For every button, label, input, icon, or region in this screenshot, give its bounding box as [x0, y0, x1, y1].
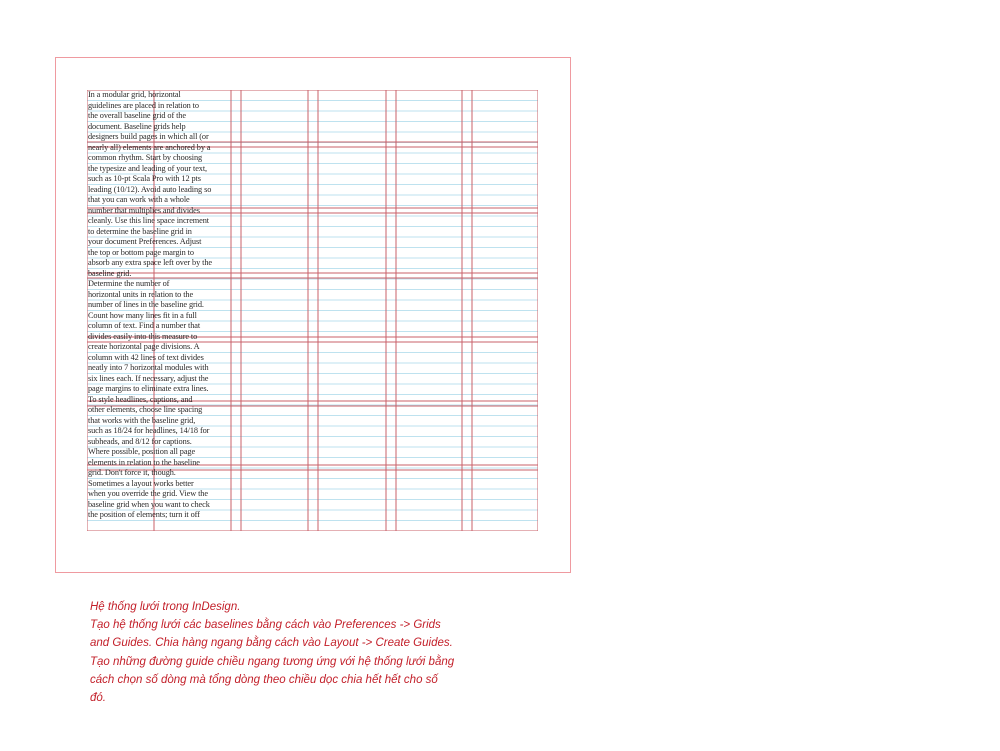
body-text-line: horizontal units in relation to the [88, 289, 194, 299]
body-text-line: column with 42 lines of text divides [88, 352, 204, 362]
body-text-line: such as 18/24 for headlines, 14/18 for [88, 426, 210, 435]
body-text-line: cleanly. Use this line space increment [88, 216, 209, 225]
caption-line: Tạo những đường guide chiều ngang tương ứng với hệ thống lưới bằng [90, 655, 455, 668]
body-text-line: Count how many lines fit in a full [88, 310, 197, 320]
body-text-line: baseline grid when you want to check [88, 499, 210, 509]
body-text-line: the typesize and leading of your text, [88, 163, 208, 173]
body-text-line: that works with the baseline grid, [88, 415, 196, 425]
body-text-line: the position of elements; turn it off [88, 510, 200, 519]
body-text-line: create horizontal page divisions. A [88, 342, 200, 351]
caption [90, 598, 510, 707]
body-text-line: elements in relation to the baseline [88, 457, 200, 467]
body-text-line: Where possible, position all page [88, 447, 196, 456]
body-text-line: that you can work with a whole [88, 195, 190, 204]
body-text-line: To style headlines, captions, and [88, 394, 193, 404]
body-text-line: Determine the number of [88, 279, 170, 288]
caption-line: Tạo hệ thống lưới các baselines bằng cách vào Preferences -> Grids [90, 619, 441, 632]
body-text-line: nearly all) elements are anchored by a [88, 142, 211, 152]
body-text-line: common rhythm. Start by choosing [88, 153, 203, 162]
body-text-line: baseline grid. [88, 268, 132, 278]
caption-line: cách chọn số dòng mà tổng dòng theo chiều dọc chia hết hết cho số [90, 673, 438, 686]
body-text-line: absorb any extra space left over by the [88, 258, 212, 267]
body-text-line: number that multiplies and divides [88, 205, 200, 215]
body-text-line: designers build pages in which all (or [88, 132, 209, 141]
caption-line: đó. [90, 692, 106, 705]
body-text-line: the top or bottom page margin to [88, 247, 194, 257]
body-text-line: divides easily into this measure to [88, 331, 198, 341]
body-text-line: document. Baseline grids help [88, 121, 186, 131]
body-text-line: grid. Don't force it, though. [88, 468, 176, 477]
body-text-line: In a modular grid, horizontal [88, 90, 181, 99]
body-text-line: number of lines in the baseline grid. [88, 300, 204, 309]
body-text-line: the overall baseline grid of the [88, 111, 186, 120]
body-text-line: page margins to eliminate extra lines. [88, 384, 209, 393]
body-text-line: to determine the baseline grid in [88, 226, 192, 236]
body-text-line: other elements, choose line spacing [88, 405, 203, 414]
caption-line: and Guides. Chia hàng ngang bằng cách vào Layout -> Create Guides. [90, 637, 453, 650]
body-text-line: guidelines are placed in relation to [88, 100, 199, 110]
body-text-line: column of text. Find a number that [88, 321, 201, 330]
body-text-line: subheads, and 8/12 for captions. [88, 436, 192, 446]
caption-title: Hệ thống lưới trong InDesign. [90, 601, 241, 613]
body-text-line: six lines each. If necessary, adjust the [88, 373, 209, 383]
body-text-line: neatly into 7 horizontal modules with [88, 363, 209, 372]
body-text-line: your document Preferences. Adjust [88, 237, 202, 246]
body-text-line: leading (10/12). Avoid auto leading so [88, 184, 212, 194]
body-text-column [88, 90, 234, 521]
body-text-line: such as 10-pt Scala Pro with 12 pts [88, 174, 201, 183]
body-text-line: Sometimes a layout works better [88, 478, 194, 488]
body-text-line: when you override the grid. View the [88, 489, 208, 498]
